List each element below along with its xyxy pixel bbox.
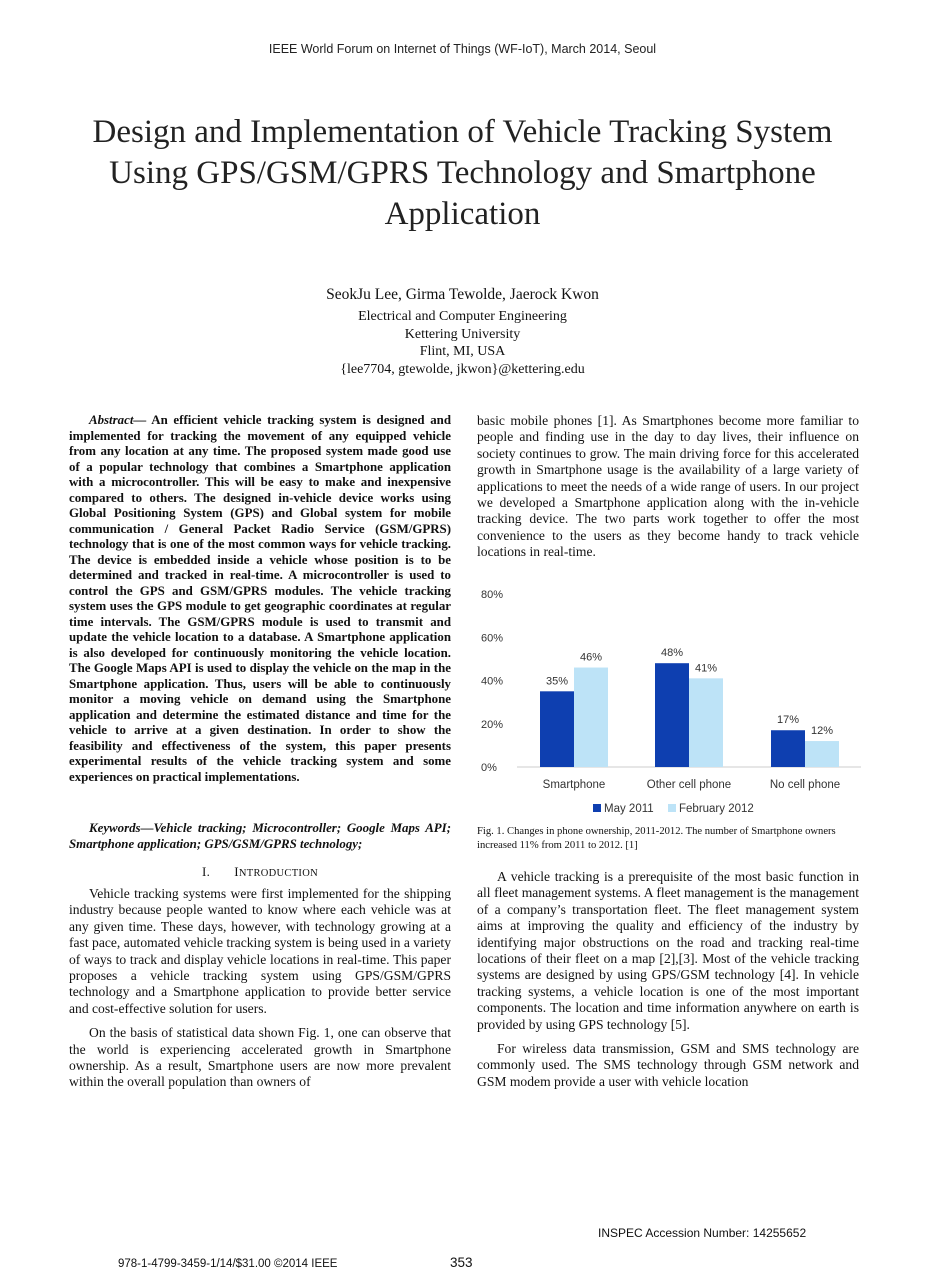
bar-0-1 [655,663,689,767]
bar-0-2 [771,730,805,767]
section-number: I. [202,864,211,879]
affiliation-location: Flint, MI, USA [419,344,506,359]
abstract-label: Abstract— [89,413,147,427]
affiliation [0,308,925,378]
right-paragraph-2: A vehicle tracking is a prerequisite of the most basic function in all fleet management systems. A fleet management is the management of a company’s transportation fleet. The fleet management system aims at improving the quality and efficiency of the industry by identifying major obstructions on the road and tracking real-time locations of their fleet on a map [2],[3]. Most of the vehicle tracking systems are designed by using GPS/GSM technology [4]. In vehicle tracking systems, a vehicle location is one of the most important components. The location and time information anywhere on earth is provided by using GPS technology [5]. [477,869,859,1032]
abstract-text: An efficient vehicle tracking system is designed and implemented for tracking the movement of any equipped vehicle from any location at any time. The proposed system made good use of a popular technology that combines a Smartphone application with a microcontroller. This will be easy to make and inexpensive compared to others. The designed in-vehicle device works using Global Positioning System (GPS) and Global system for mobile communication / General Packet Radio Service (GSM/GPRS) technology that is one of the most common ways for vehicle tracking. The device is embedded inside a vehicle whose position is to be determined and tracked in real-time. A microcontroller is used to control the GPS and GSM/GPRS modules. The vehicle tracking system uses the GPS module to get geographic coordinates at regular time intervals. The GSM/GPRS module is used to transmit and update the vehicle location to a database. A Smartphone application is also developed for continuously monitoring the vehicle location. The Google Maps API is used to display the vehicle on the map in the Smartphone application. Thus, users will be able to continuously monitor a moving vehicle on demand using the Smartphone application and determine the estimated distance and time for the vehicle to arrive at a given destination. In order to show the feasibility and effectiveness of the system, this paper presents experimental results of the vehicle tracking system and some experiences on practical implementations. [69,413,451,784]
paper-title: Design and Implementation of Vehicle Tracking System Using GPS/GSM/GPRS Technology and Smartphone Application [92,114,833,232]
y-tick-label: 60% [481,632,504,645]
bar-data-label: 48% [660,647,684,660]
affiliation-dept: Electrical and Computer Engineering [358,309,567,324]
bar-1-1 [689,678,723,767]
affiliation-university: Kettering University [404,326,521,342]
figure-caption: Fig. 1. Changes in phone ownership, 2011-2012. The number of Smartphone owners increased 11% from 2011 to 2012. [1] [477,826,836,851]
introduction-body [69,886,451,1099]
right-paragraph-3: For wireless data transmission, GSM and SMS technology are commonly used. The SMS technology through GSM network and GSM modem provide a user with vehicle location [477,1041,859,1089]
bar-data-label: 12% [810,725,834,738]
y-tick-label: 80% [481,589,504,601]
intro-paragraph-2: On the basis of statistical data shown Fig. 1, one can observe that the world is experiencing accelerated growth in Smartphone ownership. As a result, Smartphone users are now more prevalent within the overall population than owners of [69,1025,451,1090]
bar-1-2 [805,741,839,767]
section-first-letter: I [234,864,239,879]
bar-data-label: 35% [545,675,569,688]
legend-swatch [593,804,601,812]
affiliation-email: {lee7704, gtewolde, jkwon}@kettering.edu [340,361,585,377]
right-column-top [477,413,859,569]
section-heading-introduction [69,864,451,880]
intro-paragraph-1: Vehicle tracking systems were first implemented for the shipping industry because people wanted to know where each vehicle was at any given time. These days, however, with technology growing at a fast pace, automated vehicle tracking system is being used in a variety of ways to track and display vehicle locations in real-time. This paper proposes a vehicle tracking system using GPS/GSM/GPRS technology and a Smartphone application to provide better service and cost-effective solution for users. [69,886,452,1016]
bar-1-0 [574,668,608,767]
bar-data-label: 46% [579,651,603,664]
section-rest: NTRODUCTION [238,868,318,879]
right-paragraph-1: basic mobile phones [1]. As Smartphones become more familiar to people and finding use in the day to day lives, their influence on society continues to grow. The main driving force for this accelerated growth in Smartphone usage is the availability of a large variety of applications to meet the needs of a wide range of users. In our project we developed a Smartphone application along with the in-vehicle tracking device. The two parts work together to offer the most convenience to the users as they become handy to track vehicle locations in real-time. [477,413,859,560]
y-tick-label: 0% [481,762,497,774]
x-tick-label: Smartphone [542,779,606,791]
bar-0-0 [540,691,574,767]
isbn-copyright: 978-1-4799-3459-1/14/$31.00 ©2014 IEEE [118,1258,338,1270]
bar-data-label: 41% [694,662,718,675]
x-tick-label: No cell phone [769,779,841,791]
legend-label: May 2011 [604,803,654,815]
right-column-bottom [477,869,859,1098]
y-tick-label: 40% [481,675,504,688]
phone-ownership-chart [477,584,867,820]
page-number: 353 [450,1255,473,1270]
authors: SeokJu Lee, Girma Tewolde, Jaerock Kwon [326,286,599,303]
inspec-number: INSPEC Accession Number: 14255652 [598,1226,807,1240]
x-tick-label: Other cell phone [646,779,732,791]
abstract [69,413,451,785]
bar-data-label: 17% [776,714,800,727]
keywords-text: Keywords—Vehicle tracking; Microcontroller; Google Maps API; Smartphone application; GPS/GSM/GPRS technology; [69,821,451,851]
conference-header: IEEE World Forum on Internet of Things (WF-IoT), March 2014, Seoul [268,42,657,56]
legend-swatch [668,804,676,812]
legend-label: February 2012 [679,803,754,815]
y-tick-label: 20% [481,718,504,731]
keywords [69,821,451,852]
